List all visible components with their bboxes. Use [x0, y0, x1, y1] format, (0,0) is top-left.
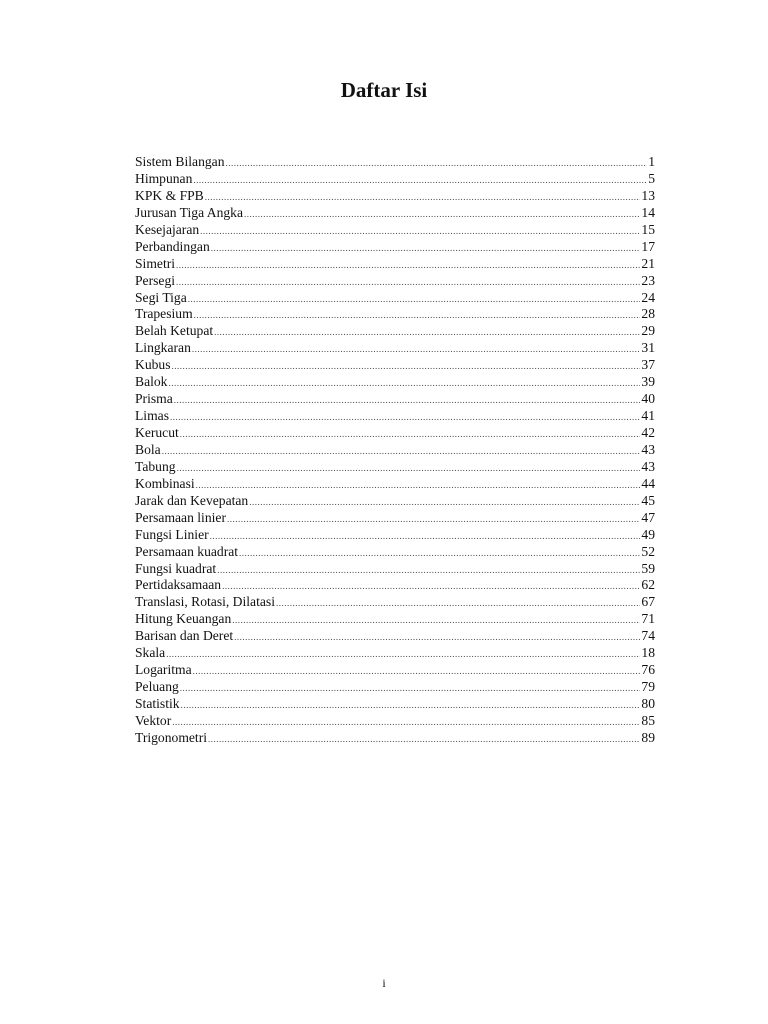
toc-entry-page: 13 [641, 187, 655, 203]
toc-entry-label: Bola [135, 441, 161, 457]
toc-entry [135, 628, 655, 645]
toc-entry-page: 85 [641, 712, 655, 728]
toc-entry-page: 14 [641, 204, 655, 220]
toc-entry-page: 79 [641, 679, 655, 695]
toc-entry-page: 42 [641, 425, 655, 440]
toc-entry [135, 323, 655, 340]
dot-leader [181, 697, 641, 713]
toc-entry-label: Balok [135, 374, 168, 390]
table-of-contents [135, 154, 655, 747]
toc-entry [135, 476, 655, 493]
dot-leader [214, 324, 640, 340]
toc-entry-label: Segi Tiga [135, 289, 187, 305]
toc-entry [135, 357, 655, 374]
toc-entry-page: 41 [641, 408, 655, 424]
toc-entry [135, 239, 655, 256]
toc-entry-page: 80 [641, 696, 655, 711]
page-title: Daftar Isi [340, 78, 428, 102]
toc-entry [135, 510, 655, 527]
dot-leader [208, 731, 640, 747]
dot-leader [196, 477, 641, 493]
dot-leader [227, 511, 640, 527]
toc-entry-label: Fungsi Linier [135, 526, 209, 542]
toc-entry [135, 696, 655, 713]
toc-entry [135, 459, 655, 476]
dot-leader [210, 528, 641, 544]
toc-entry-page: 67 [641, 594, 655, 610]
toc-entry-label: KPK & FPB [135, 187, 204, 203]
toc-entry-page: 24 [641, 289, 655, 305]
toc-entry-label: Himpunan [135, 170, 193, 186]
toc-entry-page: 76 [641, 662, 655, 678]
dot-leader [194, 307, 641, 323]
dot-leader [172, 714, 640, 730]
toc-entry-label: Fungsi kuadrat [135, 560, 217, 576]
toc-entry-label: Statistik [135, 696, 180, 711]
toc-entry [135, 391, 655, 408]
dot-leader [162, 443, 641, 459]
toc-entry-label: Skala [135, 645, 166, 661]
dot-leader [239, 545, 640, 561]
toc-entry [135, 374, 655, 391]
dot-leader [222, 578, 640, 594]
dot-leader [192, 341, 641, 357]
toc-entry-page: 1 [648, 154, 655, 169]
toc-entry [135, 425, 655, 442]
dot-leader [176, 257, 640, 273]
toc-entry-page: 45 [641, 492, 655, 508]
toc-entry-label: Kombinasi [135, 475, 195, 491]
toc-entry-label: Pertidaksamaan [135, 577, 222, 593]
toc-entry-page: 52 [641, 543, 655, 559]
toc-entry-page: 17 [641, 238, 655, 254]
toc-entry-label: Logaritma [135, 662, 192, 678]
toc-entry [135, 222, 655, 239]
dot-leader [205, 189, 641, 205]
toc-entry-page: 21 [641, 255, 655, 271]
toc-entry-page: 49 [641, 526, 655, 542]
toc-entry [135, 544, 655, 561]
toc-entry-page: 18 [641, 645, 655, 661]
toc-entry-label: Persegi [135, 272, 176, 288]
toc-entry [135, 154, 655, 171]
toc-entry-page: 23 [641, 272, 655, 288]
toc-entry-label: Lingkaran [135, 340, 191, 356]
toc-entry-page: 40 [641, 391, 655, 407]
toc-entry-label: Kerucut [135, 425, 179, 440]
dot-leader [217, 562, 640, 578]
toc-entry-page: 43 [641, 441, 655, 457]
toc-entry [135, 205, 655, 222]
toc-entry [135, 188, 655, 205]
toc-entry [135, 594, 655, 611]
toc-entry-label: Barisan dan Deret [135, 628, 234, 644]
toc-entry-page: 15 [641, 221, 655, 237]
toc-entry-label: Jarak dan Kevepatan [135, 492, 249, 508]
toc-entry-label: Hitung Keuangan [135, 611, 232, 627]
toc-entry-label: Perbandingan [135, 238, 210, 254]
dot-leader [276, 595, 640, 611]
toc-entry-page: 37 [641, 357, 655, 373]
toc-entry-label: Belah Ketupat [135, 323, 214, 339]
toc-entry [135, 408, 655, 425]
toc-entry-page: 74 [641, 628, 655, 644]
toc-entry-page: 5 [648, 170, 655, 186]
toc-entry [135, 273, 655, 290]
dot-leader [200, 223, 640, 239]
dot-leader [176, 274, 640, 290]
toc-entry-label: Sistem Bilangan [135, 154, 225, 169]
toc-entry-page: 89 [641, 729, 655, 745]
toc-entry [135, 577, 655, 594]
dot-leader [172, 358, 641, 374]
toc-entry [135, 679, 655, 696]
toc-entry [135, 442, 655, 459]
dot-leader [188, 291, 641, 307]
toc-entry-label: Limas [135, 408, 169, 424]
toc-entry-page: 39 [641, 374, 655, 390]
toc-entry-page: 62 [641, 577, 655, 593]
toc-entry-label: Trapesium [135, 306, 193, 322]
toc-entry [135, 713, 655, 730]
toc-entry-page: 29 [641, 323, 655, 339]
toc-entry-label: Trigonometri [135, 729, 208, 745]
toc-entry [135, 171, 655, 188]
toc-entry [135, 527, 655, 544]
toc-entry-label: Tabung [135, 458, 176, 474]
toc-entry-page: 43 [641, 458, 655, 474]
toc-entry-page: 59 [641, 560, 655, 576]
dot-leader [211, 240, 641, 256]
dot-leader [177, 460, 641, 476]
toc-entry-label: Jurusan Tiga Angka [135, 204, 244, 220]
dot-leader [174, 392, 641, 408]
toc-entry [135, 662, 655, 679]
toc-entry [135, 256, 655, 273]
toc-entry-label: Prisma [135, 391, 173, 407]
dot-leader [244, 206, 640, 222]
dot-leader [193, 663, 641, 679]
toc-entry [135, 561, 655, 578]
dot-leader [168, 375, 640, 391]
toc-entry-page: 44 [641, 475, 655, 491]
dot-leader [170, 409, 640, 425]
dot-leader [166, 646, 640, 662]
dot-leader [234, 629, 640, 645]
toc-entry-page: 47 [641, 509, 655, 525]
toc-entry-label: Translasi, Rotasi, Dilatasi [135, 594, 275, 610]
toc-entry [135, 306, 655, 323]
toc-entry [135, 340, 655, 357]
dot-leader [226, 155, 648, 171]
toc-entry-label: Simetri [135, 255, 176, 271]
toc-entry-label: Persamaan linier [135, 509, 226, 525]
toc-entry-label: Kesejajaran [135, 221, 200, 237]
dot-leader [193, 172, 647, 188]
toc-entry-label: Persamaan kuadrat [135, 543, 239, 559]
dot-leader [232, 612, 640, 628]
toc-entry [135, 730, 655, 747]
toc-entry [135, 290, 655, 307]
toc-entry-label: Vektor [135, 712, 172, 728]
toc-entry-page: 71 [641, 611, 655, 627]
dot-leader [180, 680, 641, 696]
page-number: i [382, 976, 386, 990]
toc-entry-page: 28 [641, 306, 655, 322]
toc-entry [135, 493, 655, 510]
dot-leader [180, 426, 641, 442]
toc-entry-label: Peluang [135, 679, 179, 695]
toc-entry-label: Kubus [135, 357, 171, 373]
toc-entry [135, 611, 655, 628]
toc-entry-page: 31 [641, 340, 655, 356]
dot-leader [249, 494, 640, 510]
toc-entry [135, 645, 655, 662]
